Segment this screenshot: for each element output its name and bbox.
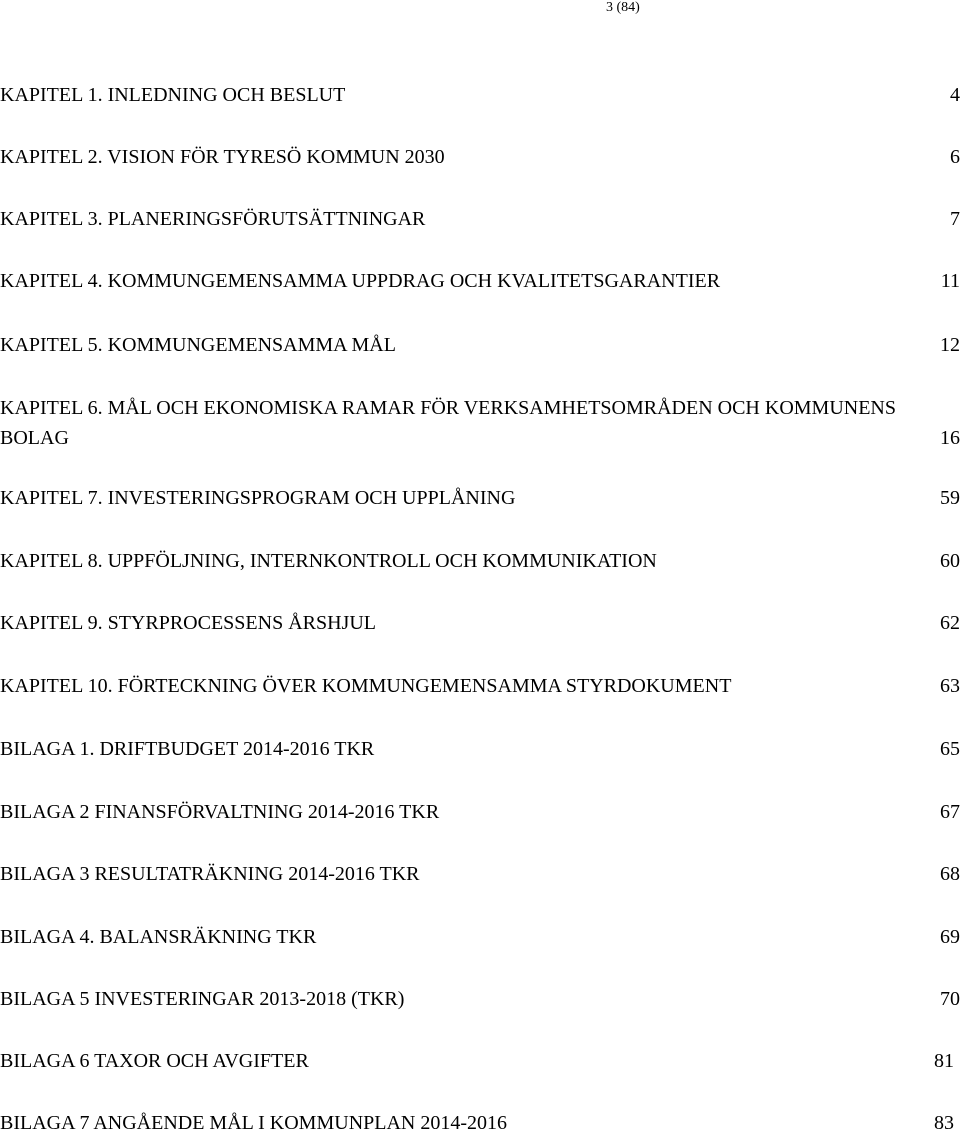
toc-entry-kapitel-3[interactable] [0,204,960,234]
toc-entry-title-line1: KAPITEL 6. MÅL OCH EKONOMISKA RAMAR FÖR VERKSAMHETSOMRÅDEN OCH KOMMUNENS [0,397,896,419]
toc-entry-kapitel-7[interactable] [0,483,960,513]
toc-entry-title: BILAGA 3 RESULTATRÄKNING 2014-2016 TKR [0,863,420,885]
toc-entry-kapitel-6[interactable] [0,393,960,453]
toc-entry-title: BILAGA 7 ANGÅENDE MÅL I KOMMUNPLAN 2014-2016 [0,1112,508,1134]
toc-entry-kapitel-4[interactable] [0,266,960,296]
toc-entry-kapitel-1[interactable] [0,80,960,110]
toc-entry-title-line2: BOLAG [0,427,69,449]
toc-entry-title: KAPITEL 5. KOMMUNGEMENSAMMA MÅL [0,334,396,356]
toc-entry-page: 12 [940,334,960,356]
toc-entry-title: KAPITEL 3. PLANERINGSFÖRUTSÄTTNINGAR [0,208,426,230]
toc-entry-page: 62 [940,612,960,634]
toc-entry-page: 4 [950,84,960,106]
toc-entry-page: 7 [950,208,960,230]
toc-entry-page: 59 [940,487,960,509]
toc-entry-kapitel-10[interactable] [0,671,960,701]
toc-entry-page: 81 [934,1050,954,1072]
toc-entry-bilaga-4[interactable] [0,922,960,952]
toc-entry-title: KAPITEL 10. FÖRTECKNING ÖVER KOMMUNGEMENSAMMA STYRDOKUMENT [0,675,732,697]
toc-entry-page: 60 [940,550,960,572]
toc-entry-title: KAPITEL 1. INLEDNING OCH BESLUT [0,84,346,106]
toc-entry-bilaga-3[interactable] [0,859,960,889]
toc-entry-title: KAPITEL 2. VISION FÖR TYRESÖ KOMMUN 2030 [0,146,445,168]
toc-entry-bilaga-6[interactable] [0,1046,960,1076]
toc-entry-kapitel-5[interactable] [0,330,960,360]
toc-entry-page: 69 [940,926,960,948]
toc-entry-title: BILAGA 4. BALANSRÄKNING TKR [0,926,317,948]
toc-entry-page: 11 [940,270,960,292]
toc-entry-page: 65 [940,738,960,760]
toc-entry-page: 70 [940,988,960,1010]
toc-entry-kapitel-8[interactable] [0,546,960,576]
toc-entry-page: 63 [940,675,960,697]
toc-entry-kapitel-2[interactable] [0,142,960,172]
toc-entry-kapitel-9[interactable] [0,608,960,638]
toc-entry-bilaga-5[interactable] [0,984,960,1014]
toc-entry-title: BILAGA 6 TAXOR OCH AVGIFTER [0,1050,309,1072]
toc-entry-page: 67 [940,801,960,823]
toc-entry-bilaga-2[interactable] [0,797,960,827]
toc-entry-title: KAPITEL 9. STYRPROCESSENS ÅRSHJUL [0,612,376,634]
toc-entry-page: 6 [950,146,960,168]
toc-entry-title: KAPITEL 4. KOMMUNGEMENSAMMA UPPDRAG OCH KVALITETSGARANTIER [0,270,721,292]
toc-entry-title: KAPITEL 7. INVESTERINGSPROGRAM OCH UPPLÅNING [0,487,516,509]
toc-entry-title: KAPITEL 8. UPPFÖLJNING, INTERNKONTROLL OCH KOMMUNIKATION [0,550,657,572]
toc-entry-bilaga-7[interactable] [0,1108,960,1138]
toc-entry-title: BILAGA 5 INVESTERINGAR 2013-2018 (TKR) [0,988,405,1010]
page-number: 3 (84) [606,0,640,15]
toc-entry-title: BILAGA 1. DRIFTBUDGET 2014-2016 TKR [0,738,375,760]
toc-entry-page: 83 [934,1112,954,1134]
toc-entry-page: 68 [940,863,960,885]
toc-entry-title: BILAGA 2 FINANSFÖRVALTNING 2014-2016 TKR [0,801,440,823]
toc-entry-page: 16 [940,427,960,449]
toc-entry-bilaga-1[interactable] [0,734,960,764]
